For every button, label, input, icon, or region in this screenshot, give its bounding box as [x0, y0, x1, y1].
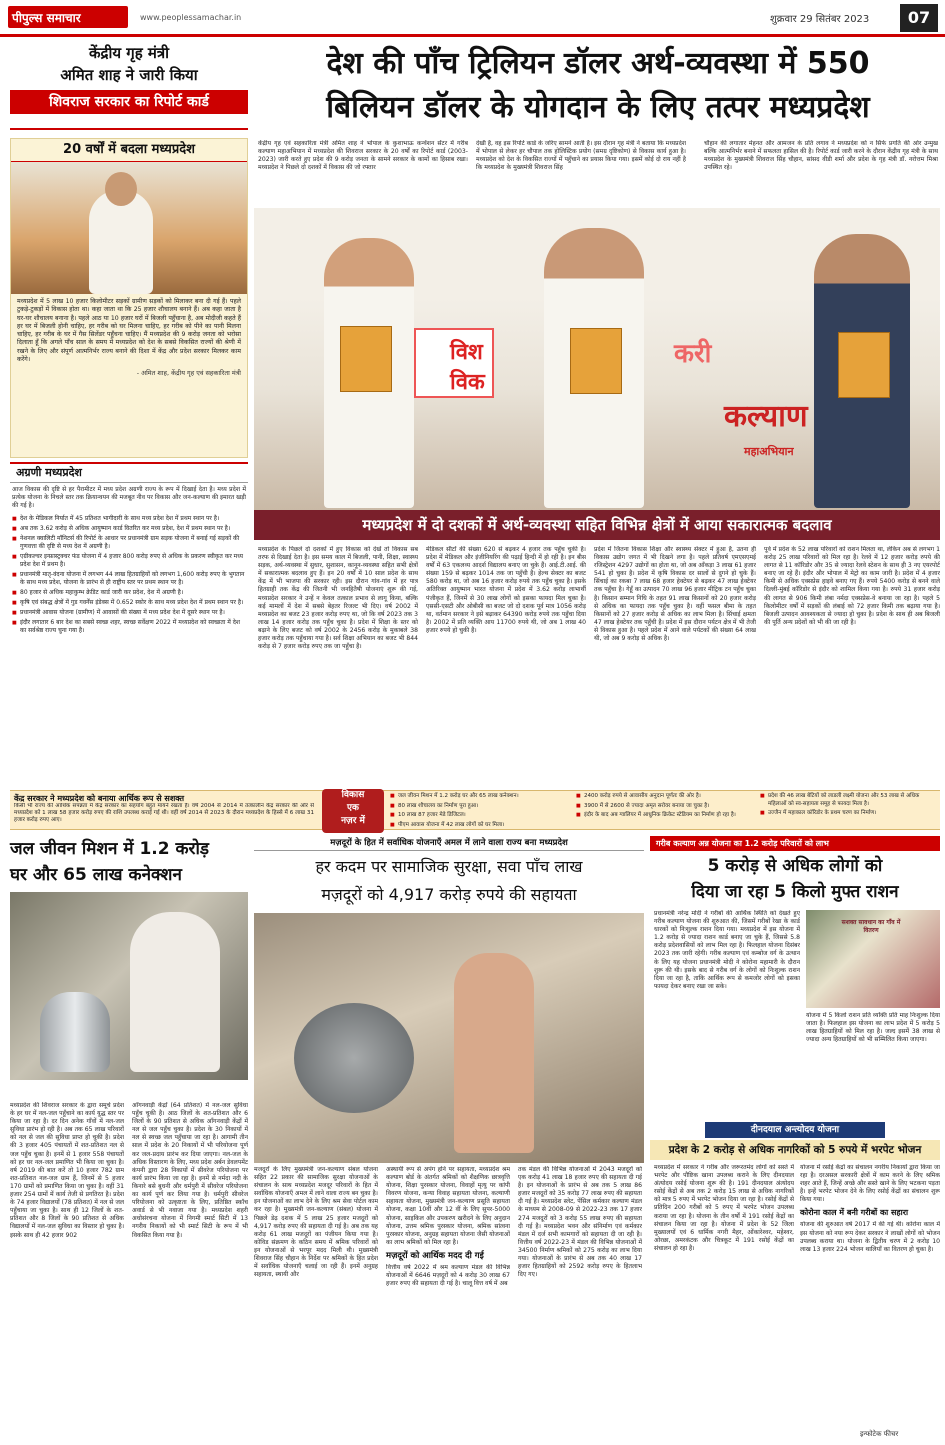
- footer-credit: इन्फोटेक फीचर: [860, 1430, 899, 1438]
- mazdoor-col-2: [386, 1166, 510, 1432]
- strip-left-title: केंद्र सरकार ने मध्यप्रदेश को बनाया आर्थिक रूप से सशक्त: [14, 794, 185, 803]
- banner-text: मध्यप्रदेश में दो दशकों में अर्थ-व्यवस्था सहित विभिन्न क्षेत्रों में आया सकारात्मक बदलाव: [362, 516, 832, 534]
- masthead-rule: [0, 34, 945, 37]
- intro-col-1: केंद्रीय गृह एवं सहकारिता मंत्री अमित शाह ने भोपाल के कुशाभाऊ कन्वेंशन सेंटर में गरीब कल्याण महाअभियान में मध्यप्रदेश की शिवराज सरकार के 20 वर्षों का रिपोर्ट कार्ड (2003-2023) जारी करते हुए प्रदेश की 9 करोड़ जनता के सामने सरकार के कामों का हिसाब रखा। मध्यप्रदेश ने पिछले दो दशकों में विकास की जो रफ्तार: [258, 140, 468, 172]
- intro-col-3: चौहान की लगातार मेहनत और आमजन के प्रति लगाव ने मध्यप्रदेश को न सिर्फ प्रगति की ओर उन्मुख बल्कि आत्मनिर्भर बनाने में सफलता हासिल की है। रिपोर्ट कार्ड जारी करने के दौरान केंद्रीय गृह मंत्री के साथ मध्यप्रदेश के मुख्यमंत्री शिवराज सिंह चौहान, सांसद वीडी शर्मा और प्रदेश के गृह मंत्री डॉ. नरोत्तम मिश्रा उपस्थित रहे।: [704, 140, 938, 172]
- mazdoor-headline-2: मज़दूरों को 4,917 करोड़ रुपये की सहायता: [321, 885, 577, 904]
- raashan-headline-1: 5 करोड़ से अधिक लोगों को: [707, 856, 883, 876]
- antyodaya-col-2-text: योजना में रसोई केंद्रों का संचालन नगरीय निकायों द्वारा किया जा रहा है। दरअसल सरकारी क्षेत्रों में काम करने के लिए श्रमिक शहर आते हैं, जिन्हें अच्छे और सस्ते खाने के लिए भटकना पड़ता है। इन्हें भरपेट भोजन देने के लिए रसोई केंद्रों का संचालन शुरू किया गया।: [800, 1164, 940, 1204]
- jal-col-2: आँगनवाड़ी केंद्रों (64 प्रतिशत) में नल-जल सुविधा पहुँच चुकी है। आठ जिलों के शत-प्रतिशत और 6 जिलों के 90 प्रतिशत से अधिक आँगनवाड़ी केंद्रों में नल से जल पहुँच चुका है। प्रदेश के 30 निकायों में नल से स्वच्छ जल पहुँचाया जा रहा है। आगामी तीन साल में प्रदेश के 20 निकायों में भी परियोजना पूर्ण कर जल-प्रदाय प्रारंभ कर दिया जाएगा। नल-जल के अधिक विस्तारण के लिए, मध्य प्रदेश अर्बन डेवलपमेंट कंपनी द्वारा 28 निकायों में सीवरेज परियोजना पर कार्य प्रारंभ किया जा रहा है। इनमें से नर्मदा नदी के किनारे बसे बुधनी और धर्मपुरी में सीवरेज परियोजना का कार्य पूर्ण कर लिया गया है। धर्मपुरी सीवरेज परियोजना को उत्कृष्टता के लिए, प्रतिष्ठित स्कॉच अवार्ड से भी नवाजा गया है। मध्यप्रदेश शहरी अधोसंरचना योजना में निगमी स्मार्ट सिटी में 13 नगरीय निकायों को भी स्मार्ट सिटी के रूप में भी विकसित किया गया है।: [132, 1102, 248, 1239]
- list-item: ■ पीएम आवास योजना में 42 लाख लोगों को घर मिला।: [390, 822, 570, 830]
- list-item: ■ अब तक 3.62 करोड़ से अधिक आयुष्मान कार्ड वितरित कर मध्य प्रदेश, देश में प्रथम स्थान पर है।: [12, 525, 246, 533]
- vikas-badge-line-2: एक: [347, 803, 359, 813]
- raashan-headline-2: दिया जा रहा 5 किलो मुफ्त राशन: [691, 882, 899, 902]
- vikas-badge-line-1: विकास: [341, 790, 365, 800]
- main-col-4: पूर्व में प्रदेश के 52 लाख परिवारों को राशन मिलता था, लेकिन अब से लगभग 1 करोड़ 25 लाख परिवारों को मिल रहा है। रेलवे में 12 हजार करोड़ रुपये की लागत से 11 कॉरिडोर और 35 से ज्यादा रेलवे स्टेशन के साथ ही 3 नए एयरपोर्ट बनाए जा रहे हैं। इंदौर और भोपाल में मेट्रो का काम जारी है। प्रदेश में 4 हजार किमी से अधिक एक्सप्रेस हाइवे बनाए गए हैं। रुपये 5400 करोड़ से बनने वाले दिल्ली-मुंबई कॉरिडोर से इंदौर को शामिल किया गया है। रुपये 31 हजार करोड़ की लागत से 906 किमी लंबा नर्मदा एक्सप्रेस-वे बनाया जा रहा है। पहले 5 किलोमीटर वर्षों में सड़कों की लंबाई को 72 हजार किमी तक बढ़ाया गया है। बिजली उत्पादन आवश्यकता से ज्यादा हो चुका है। प्रदेश के साथ ही अब बिजली की पूर्ति अन्य प्रदेशों को भी की जा रही है।: [764, 546, 940, 626]
- antyodaya-col-1: मध्यप्रदेश में सरकार ने गरीब और जरूरतमंद लोगों को सस्ते में भरपेट और पौष्टिक खाना उपलब्ध कराने के लिए दीनदयाल अंत्योदय रसोई योजना शुरू की है। 191 दीनदयाल अंत्योदय रसोई केंद्रों से अब तक 2 करोड़ 15 लाख से अधिक नागरिकों को मात्र 5 रुपए में भरपेट भोजन दिया जा रहा है। रसोई केंद्रों से प्रतिदिन 200 गरीबों को 5 रुपए में भरपेट भोजन उपलब्ध कराया जा रहा है। योजना के तीन वर्षों में 191 रसोई केंद्रों का संचालन किया जा रहा है। योजना में प्रदेश के 52 जिला मुख्यालयों एवं 6 धार्मिक नगरी मैहर, ओंकारेश्वर, महेश्वर, ओरछा, अमरकंटक और चित्रकूट में 191 रसोई केंद्रों का संचालन हो रहा है।: [654, 1164, 794, 1252]
- woman-figure: [130, 912, 220, 1072]
- mazdoor-col-2b-text: वित्तीय वर्ष 2022 में श्रम कल्याण मंडल की विभिन्न योजनाओं में 6646 मज़दूरों को 4 करोड़ 30 लाख 67 हजार रुपए की सहायता दी गई है। चालू वित्त वर्ष में अब: [386, 1263, 510, 1288]
- water-tap-photo: [10, 892, 248, 1080]
- strip-left-text: किसी भी राज्य की आर्थिक संपन्नता में केंद्र सरकार का सहयोग बहुत मायने रखता है। वर्ष 2004 से 2014 में तत्कालीन केंद्र सरकार की ओर से मध्यप्रदेश को 1 लाख 58 हजार करोड़ रुपए की राशि उपलब्ध कराई गई थी। वहीं वर्ष 2014 से 2023 के दौरान मध्यप्रदेश के हिस्से में 6 लाख 31 हजार करोड़ रुपए आए।: [14, 803, 314, 823]
- mazdoor-subhead: मज़दूरों को आर्थिक मदद दी गई: [386, 1250, 484, 1261]
- cement-mixer: [294, 1003, 414, 1113]
- list-item: ■ 2400 करोड़ रुपये से आवासीय अनुदान पूर्णतः की ओर है।: [576, 793, 756, 801]
- main-col-3: प्रदेश में जितना विकास शिक्षा और स्वास्थ्य सेक्टर में हुआ है, उतना ही विकास उद्योग जगत में भी दिखने लगा है। पहले प्रतिवर्ष एमएसएमई रजिस्ट्रेशन 4297 उद्योगों का होता था, जो अब आँकड़ा 3 लाख 61 हजार 541 हो चुका है। प्रदेश में कृषि विकास दर सालों से दुगने हो चुके हैं। सिंचाई का रकबा 7 लाख 68 हजार हेक्टेयर से बढ़कर 47 लाख हेक्टेयर तक पहुँचा है। गेहूँ का उत्पादन 70 लाख 96 हजार मीट्रिक टन पहुँच चुका है। किसान सम्मान निधि के तहत 91 लाख किसानों को 20 हजार करोड़ से अधिक का फायदा तक पहुँच चुका है। वहीं फसल बीमा के तहत किसानों को 27 हजार करोड़ से अधिक का लाभ मिला है। सिंचाई क्षमता 47 लाख हेक्टेयर तक पहुँची है। प्रदेश में इस दौरान पर्यटन क्षेत्र में भी तेजी से विकास हुआ है। पहले प्रदेश में आने वाले पर्यटकों की संख्या 64 लाख थी, जो अब 9 करोड़ से अधिक है।: [594, 546, 756, 643]
- teaser-line-1: केंद्रीय गृह मंत्री: [88, 44, 170, 62]
- strip-list-2: [576, 793, 756, 822]
- mazdoor-headline-1: हर कदम पर सामाजिक सुरक्षा, सवा पाँच लाख: [315, 857, 583, 876]
- list-item: ■ 80 लाख शौचालय का निर्माण पूरा हुआ।: [390, 803, 570, 811]
- backdrop-sign-text-3: कल्याण: [724, 399, 808, 434]
- sidebar-box: [10, 138, 248, 458]
- agrani-bullets: [10, 513, 248, 639]
- masthead-url[interactable]: www.peoplessamachar.in: [140, 13, 242, 22]
- raashan-kicker: गरीब कल्याण अन्न योजना का 1.2 करोड़ परिवारों को लाभ: [650, 836, 940, 851]
- antyodaya-col-2: [800, 1164, 940, 1420]
- list-item: ■ प्रधानमंत्री आवास योजना (ग्रामीण) में आवासों की संख्या में मध्य प्रदेश देश में दूसरे स्थान पर है।: [12, 609, 246, 617]
- steel-pot: [40, 992, 110, 1072]
- list-item: ■ 10 लाख 87 हजार मेडे डिजिटल।: [390, 812, 570, 820]
- mazdoor-kicker: मज़दूरों के हित में सर्वाधिक योजनाएँ अमल में लाने वाला राज्य बना मध्यप्रदेश: [254, 836, 644, 851]
- list-item: ■ देश के मेडिकल निर्यात में 45 प्रतिशत भागीदारी के साथ मध्य प्रदेश देश में प्रथम स्थान पर है।: [12, 515, 246, 523]
- report-card-launch-photo: [254, 208, 940, 510]
- report-card-booklet-2: [570, 328, 622, 394]
- amit-shah-photo: [11, 162, 247, 294]
- masthead-logo-text: पीपुल्स समाचार: [12, 11, 81, 25]
- raashan-col-2: योजना में 5 किलो राशन प्रति व्यक्ति प्रति माह निःशुल्क दिया जाता है। फिलहाल इस योजना का लाभ प्रदेश में 5 करोड़ 5 लाख हितग्राहियों को मिल रहा है। जल्द इसमें 38 लाख से ज्यादा अन्य हितग्राहियों को भी सम्मिलित किया जाएगा।: [806, 1012, 940, 1044]
- list-item: ■ एग्रीकल्चर इन्फ्रास्ट्रक्चर फंड योजना में 4 हजार 800 करोड़ रुपए से अधिक के प्रकरण स्वीकृत कर मध्य प्रदेश देश में प्रथम है।: [12, 553, 246, 569]
- list-item: ■ प्रधानमंत्री मातृ-वंदना योजना में लगभग 44 लाख हितग्राहियों को लगभग 1,600 करोड़ रुपए के भुगतान के साथ मध्य प्रदेश, योजना के प्रारंभ से ही राष्ट्रीय स्तर पर प्रथम स्थान पर है।: [12, 571, 246, 587]
- headline-line-1: देश की पाँच ट्रिलियन डॉलर अर्थ-व्यवस्था में 550: [326, 46, 870, 81]
- ration-photo-caption: सशक्त सावधान का गाँव में वितरण: [841, 919, 901, 934]
- teaser-line-3: शिवराज सरकार का रिपोर्ट कार्ड: [10, 90, 248, 114]
- mazdoor-col-1: मजदूरों के लिए मुख्यमंत्री जन-कल्याण संबल योजना सहित 22 प्रकार की सामाजिक सुरक्षा योजनाओं के संचालन के साथ मध्यप्रदेश मजदूर परिवारों के हित में सर्वाधिक योजनाएँ अमल में लाने वाला राज्य बन चुका है। इन योजनाओं का लाभ देने के लिए श्रम सेवा पोर्टल काम कर रहा है। मुख्यमंत्री जन-कल्याण (संबल) योजना में पिछले डेढ़ दशक में 5 लाख 25 हजार मजदूरों को 4,917 करोड़ रुपए की सहायता दी गई है। अब तक यह करोड़ 61 लाख मजदूरों का पंजीयन किया गया है। कोविड संक्रमण के कठिन समय में श्रमिक परिवारों को इन योजनाओं से भरपूर मदद मिली थी। मुख्यमंत्री शिवराज सिंह चौहान के निर्देश पर श्रमिकों के हित प्रदेश में सर्वाधिक योजनाएँ चलाई जा रही हैं। इनमें अनुग्रह सहायता, स्थायी और: [254, 1166, 378, 1279]
- worker-figure: [454, 953, 534, 1153]
- list-item: ■ उज्जैन में महाकाल कॉरिडोर के प्रथम चरण का निर्माण।: [760, 810, 936, 818]
- jal-title-2: घर और 65 लाख कनेक्शन: [10, 865, 182, 885]
- ration-distribution-photo: [806, 910, 940, 1008]
- mazdoor-col-2-text: अस्थायी रूप से अपंग होने पर सहायता, मध्यप्रदेश श्रम कल्याण बोर्ड के अंतर्गत श्रमिकों को शैक्षणिक छात्रवृत्ति योजना, शिक्षा पुरस्कार योजना, विवाहों मृत्यु पर कांपी विवरण योजना, कन्या विवाह सहायता योजना, कल्याणी सहायता योजना, मुख्यमंत्री जन-कल्याण प्रसूति सहायता योजना, कक्षा 10वीं और 12 वीं के लिए सुपर-5000 योजना, साइकिल और उपकरण खरीदने के लिए अनुदान योजना, उत्तम श्रमिक पुरस्कार योजना, श्रमिक सांत्वना पुरस्कार योजना, अनुग्रह सहायता योजना जैसी योजनाओं का लाभ श्रमिकों को मिल रहा है।: [386, 1166, 510, 1246]
- sidebar-quote-sig: - अमित शाह, केंद्रीय गृह एवं सहकारिता मंत्री: [136, 369, 241, 378]
- vikas-strip: [10, 790, 940, 830]
- speaker-head: [105, 172, 137, 206]
- jal-title-1: जल जीवन मिशन में 1.2 करोड़: [10, 839, 209, 859]
- agrani-intro: आज विकास की दृष्टि से हर पैरामीटर में मध्य प्रदेश अग्रणी राज्य के रूप में दिखाई देता है। मध्य प्रदेश में प्रत्येक योजना के निचले स्तर तक क्रियान्वयन की मजबूत नीव पर विकास और जन-कल्याण की इमारत खड़ी की गई है।: [12, 486, 246, 510]
- construction-worker-photo: [254, 913, 644, 1163]
- list-item: ■ इंदौर के बाद अब ग्वालियर में आधुनिक क्रिकेट स्टेडियम का निर्माण हो रहा है।: [576, 812, 756, 820]
- strip-list-1: [390, 793, 570, 831]
- masthead: [0, 0, 945, 38]
- list-item: ■ 3900 में से 2600 से ज्यादा अमृत सरोवर बनाया जा चुका है।: [576, 803, 756, 811]
- raashan-col-1: प्रधानमंत्री नरेन्द्र मोदी ने गरीबों की आर्थिक स्थिति को देखते हुए गरीब कल्याण योजना की शुरुआत की, जिसमें गरीबों रेखा के कार्ड धारकों को निःशुल्क राशन दिया गया। मध्यप्रदेश में इस योजना में 1.2 करोड़ से ज्यादा राशन कार्ड बनाए जा चुके हैं, जिससे 5.8 करोड़ प्रदेशवासियों को लाभ मिल रहा है। फिलहाल योजना दिसंबर 2023 तक जारी रहेगी। गरीब कल्याण एवं कम्बोज वर्ग के उत्थान के लिए यह योजना प्रधानमंत्री मोदी ने कोरोना महामारी के दौरान शुरू की थी। इसके बाद से गरीब वर्ग के लोगों को निःशुल्क राशन दिया जा रहा है, ताकि आर्थिक रूप से कमजोर लोगों को इसका फायदा देकर बनाए रखा जा सके।: [654, 910, 800, 990]
- sidebar-quote: मध्यप्रदेश में 5 लाख 10 हजार किलोमीटर सड़कों ग्रामीण सड़कों को मिलाकर बना दी गई हैं। पहले टुकड़े-टुकड़ों में विकास होता था। कहा जाता था कि 25 हजार शौचालय बनाने हैं। अब कहा जाता है घर-घर शौचालय बनाना है। पहले आठ या 10 हजार घरों में बिजली पहुँचाना है, अब मोदीजी कहते हैं हर घर में बिजली होनी चाहिए, हर गरीब को घर मिलना चाहिए, हर गरीब को पीने का पानी मिलना चाहिए, हर गरीब के घर में गैस सिलेंडर पहुँचना चाहिए। मैं मध्यप्रदेश की 9 करोड़ जनता को भरोसा दिलाता हूँ कि अगले पाँच साल के समय में मध्यप्रदेश को देश के सबसे विकसित राज्यों की श्रेणी में रखने के लिए और संपूर्ण आत्मनिर्भर राज्य बनाने की दिशा में केंद्र और प्रदेश सरकार मिलकर काम करेंगे।: [17, 298, 241, 364]
- list-item: ■ प्रदेश की 46 लाख बेटियों को लाडली लक्ष्मी योजना और 53 लाख से अधिक महिलाओं को स्व-सहायता समूह से फायदा मिला है।: [760, 793, 936, 808]
- teaser-line-2: अमित शाह ने जारी किया: [60, 66, 198, 84]
- report-card-booklet-1: [340, 326, 392, 392]
- headline-line-2: बिलियन डॉलर के योगदान के लिए तत्पर मध्यप्रदेश: [326, 90, 870, 125]
- backdrop-sign-text-4: महाअभियान: [744, 445, 794, 458]
- page-number: 07: [900, 4, 938, 32]
- jal-col-1: मध्यप्रदेश की शिवराज सरकार के द्वारा समूचे प्रदेश के हर घर में नल-जल पहुँचाने का कार्य युद्ध स्तर पर किया जा रहा है। दर दिन अनेक गाँवों में नल-जल सुविधा प्रारंभ हो रही है। अब तक 65 लाख परिवारों को नल से जल की सुविधा प्राप्त हो चुकी है। प्रदेश की 3 हजार 405 पंचायतों में शत-प्रतिशत नल से जल पहुँच चुका है। इनमें से 1 हजार 558 पंचायतों को हर घर नल-जल प्रमाणित भी किया जा चुका है। वर्ष 2019 की बात करें तो 10 हजार 782 ग्राम शत-प्रतिशत नल-जल ग्राम हैं, जिनमें से 5 हजार 170 ग्रामों को प्रमाणित किया जा चुका है। वहीं 31 हजार 254 ग्रामों में कार्य तेजी से प्रगतिरत है। प्रदेश के 74 हजार विद्यालयों (78 प्रतिशत) में नल से जल पहुँचाया जा चुका है। साथ ही 12 जिलों के शत-प्रतिशत और 8 जिलों के 90 प्रतिशत से अधिक विद्यालयों में नल-जल सुविधा का विस्तार हो चुका है। इसके साथ ही 42 हजार 902: [10, 1102, 124, 1239]
- list-item: ■ नेशनल क्वालिटी मॉनिटर्स की रिपोर्ट के आधार पर प्रधानमंत्री ग्राम सड़क योजना में बनाई गई सड़कों की गुणवत्ता की दृष्टि से मध्य देश में अग्रणी है।: [12, 535, 246, 551]
- main-col-1: मध्यप्रदेश के पिछले दो दशकों में हुए विकास को देखें तो विकास सब तरफ से दिखाई देता है। इस समय काल में बिजली, पानी, शिक्षा, स्वास्थ्य सड़क, अर्थ-व्यवस्था में सुधार, सुशासन, कानून-व्यवस्था सहित सभी क्षेत्रों में सकारात्मक बदलाव हुए हैं। इन 20 वर्षों में 10 साल प्रदेश के साथ केंद्र में भी भाजपा की सरकार रही। इस दौरान गांव-गांव में हर पात्र हितग्राही तक केंद्र की जितनी भी जनहितैषी योजनाएं शुरू की गई, मध्यप्रदेश सरकार ने उन्हें न केवल तत्काल प्रभाव से लागू किया, बल्कि कई मामलों में देश में सबसे बेहतर रिजल्ट भी दिए। वर्ष 2002 में मध्यप्रदेश का बजट 23 हजार करोड़ रुपए था, जो कि वर्ष 2023 तक 3 लाख 14 हजार करोड़ तक पहुँच चुका है। प्रदेश में शिक्षा के स्तर को बढ़ाने के लिए बजट को वर्ष 2002 के 2456 करोड़ के मुकाबले 38 हजार करोड़ तक पहुँचाया गया है। सर्व शिक्षा अभियान का बजट भी 844 करोड़ से 7 हजार करोड़ रुपए तक जा पहुँचा है।: [258, 546, 418, 651]
- agrani-section: [10, 462, 248, 782]
- sidebar-box-title: 20 वर्षों में बदला मध्यप्रदेश: [11, 139, 247, 162]
- banner: [254, 510, 940, 540]
- agrani-title: अग्रणी मध्यप्रदेश: [10, 462, 248, 483]
- backdrop-sign-text-2: विक: [450, 370, 485, 395]
- antyodaya-tag: दीनदयाल अन्त्योदय योजना: [705, 1122, 885, 1138]
- main-col-2: मेडिकल सीटों की संख्या 620 से बढ़कर 4 हजार तक पहुँच चुकी है। प्रदेश में मेडिकल और इंजीनियरिंग की पढ़ाई हिन्दी में हो रही है। इन बीस वर्षों में 63 एकलव्य आदर्श विद्यालय बनाए जा चुके हैं। आई.टी.आई. की संख्या 159 से बढ़कर 1014 तक जा पहुँची है। हेल्थ सेक्टर का बजट 580 करोड़ था, जो अब 16 हजार करोड़ रुपये तक पहुँच चुका है। इसके अतिरिक्त आयुष्मान भारत योजना में प्रदेश में 3.62 करोड़ लाभार्थी पंजीकृत हैं, जिनमें से 30 लाख लोगों को इसका फायदा मिल चुका है। एससी-एसटी और ओबीसी का बजट जो दो दशक पूर्व मात्र 1056 करोड़ था, वर्तमान सरकार ने इसे बढ़ाकर 64390 करोड़ रुपये तक पहुँचा दिया है। 2002 में प्रति व्यक्ति आय 11700 रुपये थी, जो अब 1 लाख 40 हजार रुपये हो चुकी है।: [426, 546, 586, 634]
- antyodaya-subhead: कोरोना काल में बनी गरीबों का सहारा: [800, 1208, 909, 1218]
- list-item: ■ जल जीवन मिशन में 1.2 करोड़ घर और 65 लाख कनेक्शन।: [390, 793, 570, 801]
- list-item: ■ इंदौर लगातार 6 बार देश का सबसे स्वच्छ शहर, स्वच्छ सर्वेक्षण 2022 में मध्यप्रदेश को स्वच्छता में देश का सर्वश्रेष्ठ राज्य चुना गया है।: [12, 619, 246, 635]
- headline: [258, 42, 938, 134]
- list-item: ■ 80 हजार से अधिक महाकुम्भ क्रेडिट कार्ड जारी कर प्रदेश, देश में अग्रणी है।: [12, 589, 246, 597]
- backdrop-sign-text-5: करी: [674, 339, 712, 369]
- mazdoor-col-3: तक मंडल की विभिन्न योजनाओं में 2043 मजदूरों को एक करोड़ 41 लाख 18 हजार रुपए की सहायता दी गई है। इन योजनाओं के प्रारंभ से अब तक 5 लाख 86 हजार मजदूरों को 35 करोड़ 77 लाख रुपए की सहायता दी गई है। मध्यप्रदेश स्लेट, पेंसिल कर्मकार कल्याण मंडल के माध्यम से 2008-09 से 2022-23 तक 17 हजार 274 मजदूरों को 3 करोड़ 55 लाख रुपए की सहायता दी गई है। मध्यप्रदेश भवन और संनिर्माण एवं कर्मकार मंडल में दर्ज सभी कामगारों को सहायता दी जा रही है। वित्तीय वर्ष 2022-23 में मंडल की विभिन्न योजनाओं में 34500 निर्माण श्रमिकों को 275 करोड़ का लाभ दिया गया। योजनाओं के प्रारंभ से अब तक 40 लाख 17 हजार हितग्राहियों को 2592 करोड़ रुपए के हितलाभ दिए गए।: [518, 1166, 642, 1279]
- list-item: ■ कृषि एवं संबद्ध क्षेत्रों में गुड गवर्नेंस इंडेक्स में 0.652 स्कोर के साथ मध्य प्रदेश देश में प्रथम स्थान पर है।: [12, 599, 246, 607]
- masthead-date: शुक्रवार 29 सितंबर 2023: [770, 14, 870, 25]
- report-card-booklet-3: [838, 332, 890, 398]
- teaser-box: [10, 42, 248, 130]
- backdrop-sign-text-1: विश: [450, 340, 483, 365]
- vikas-badge-line-3: नज़र में: [341, 816, 365, 826]
- vikas-badge: [322, 789, 384, 833]
- antyodaya-headline: प्रदेश के 2 करोड़ से अधिक नागरिकों को 5 रुपये में भरपेट भोजन: [650, 1140, 940, 1160]
- intro-col-2: देखी है, वह इस रिपोर्ट कार्ड के जरिए सामने आती है। इस दौरान गृह मंत्री ने बताया कि मध्यप्रदेश में भोपाल से लेकर हर चौपाल तक होलिस्टिक प्रयोग (समग्र दृष्टिकोण) से विकास कार्य हुआ है। मध्यप्रदेश को देश के विकसित राज्यों में पहुँचाने का प्रयास किया गया। इसमें कोई दो राय नहीं है कि मध्यप्रदेश के मुख्यमंत्री शिवराज सिंह: [476, 140, 686, 172]
- antyodaya-col-2b-text: योजना की शुरुआत वर्ष 2017 में की गई थी। कोरोना काल में इस योजना को नया रूप देकर सरकार ने लाखों लोगों को भोजन उपलब्ध कराया था। योजना के द्वितीय चरण में 2 करोड़ 10 लाख 13 हजार 224 भोजन थालियाँ का वितरण हो चुका है।: [800, 1221, 940, 1253]
- strip-list-3: [760, 793, 936, 820]
